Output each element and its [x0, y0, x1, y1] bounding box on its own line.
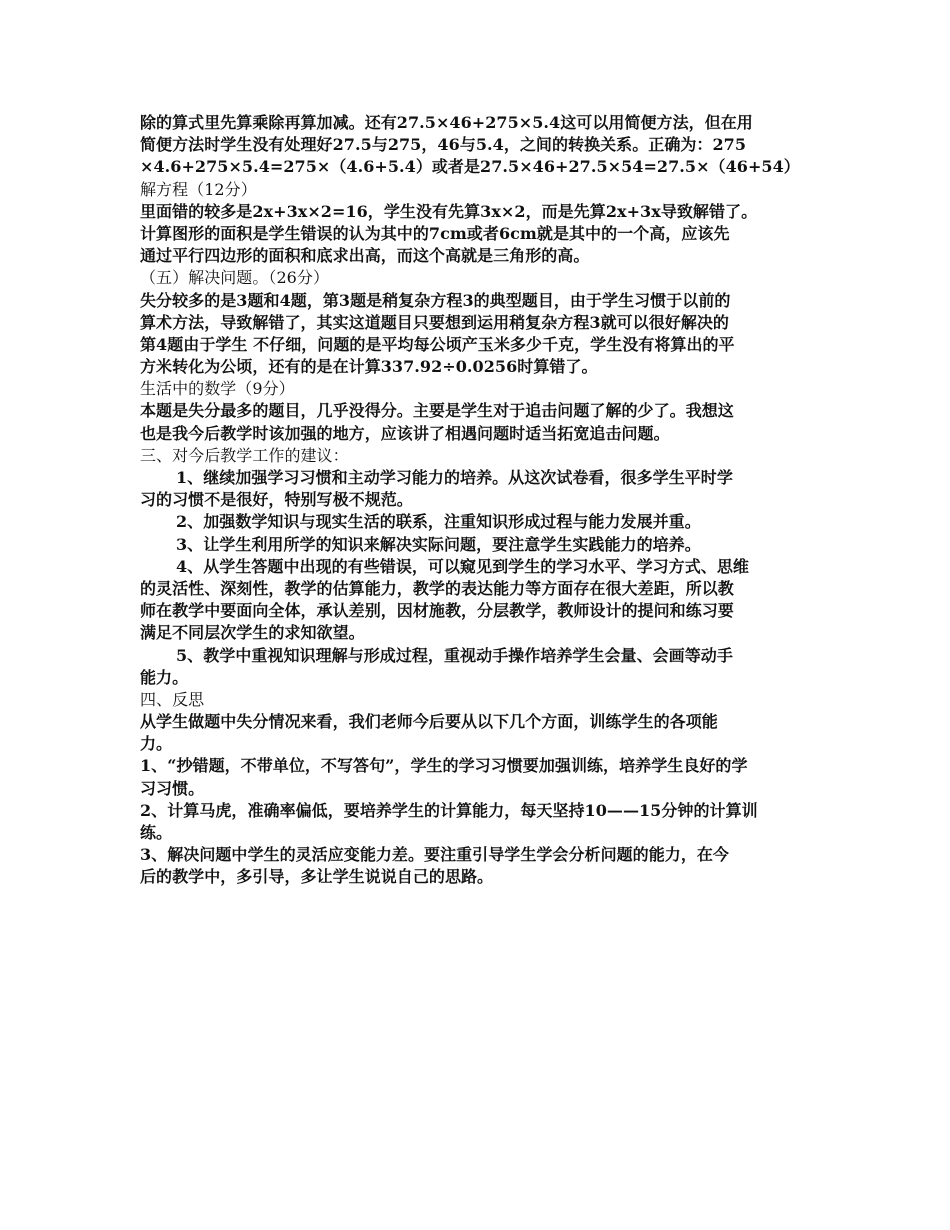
- reflection-item: 2、计算马虎，准确率偏低，要培养学生的计算能力，每天坚持10——15分钟的计算训: [140, 800, 758, 820]
- document-line: 从学生做题中失分情况来看，我们老师今后要从以下几个方面，训练学生的各项能: [140, 712, 718, 732]
- section-heading: 四、反思: [140, 689, 205, 709]
- document-line: 失分较多的是3题和4题，第3题是稍复杂方程3的典型题目，由于学生习惯于以前的: [140, 290, 731, 310]
- document-line: 第4题由于学生 不仔细，问题的是平均每公顷产玉米多少千克，学生没有将算出的平: [140, 334, 735, 354]
- document-line: 习的习惯不是很好，特别写极不规范。: [140, 490, 413, 510]
- document-line: 里面错的较多是2x+3x×2=16，学生没有先算3x×2，而是先算2x+3x导致解错了。: [140, 201, 758, 221]
- recommendation-item: 1、继续加强学习习惯和主动学习能力的培养。从这次试卷看，很多学生平时学: [176, 468, 733, 487]
- section-heading: （五）解决问题。（26分）: [140, 268, 330, 288]
- recommendation-item: 5、教学中重视知识理解与形成过程，重视动手操作培养学生会量、会画等动手: [176, 645, 733, 665]
- document-body: [140, 112, 812, 889]
- document-line: 力。: [140, 734, 173, 754]
- recommendation-item: 2、加强数学知识与现实生活的联系，注重知识形成过程与能力发展并重。: [176, 512, 701, 532]
- document-line: 方米转化为公顷，还有的是在计算337.92÷0.0256时算错了。: [140, 357, 598, 377]
- recommendation-item: 4、从学生答题中出现的有些错误，可以窥见到学生的学习水平、学习方式、思维: [176, 556, 749, 576]
- reflection-item: 1、“抄错题，不带单位，不写答句”，学生的学习习惯要加强训练，培养学生良好的学: [140, 756, 748, 776]
- section-heading: 解方程（12分）: [140, 179, 257, 199]
- document-line: 通过平行四边形的面积和底求出高，而这个高就是三角形的高。: [140, 246, 590, 266]
- document-line: 算术方法，导致解错了，其实这道题目只要想到运用稍复杂方程3就可以很好解决的: [140, 312, 729, 332]
- section-heading: 生活中的数学（9分）: [140, 379, 295, 399]
- document-line: 除的算式里先算乘除再算加减。还有27.5×46+275×5.4这可以用简便方法，但在用: [140, 113, 753, 132]
- reflection-item: 3、解决问题中学生的灵活应变能力差。要注重引导学生学会分析问题的能力，在今: [140, 845, 729, 865]
- document-line: 也是我今后教学时该加强的地方，应该讲了相遇问题时适当拓宽追击问题。: [140, 423, 670, 443]
- document-line: 师在教学中要面向全体，承认差别，因材施教，分层教学，教师设计的提问和练习要: [140, 601, 734, 621]
- document-line: 计算图形的面积是学生错误的认为其中的7cm或者6cm就是其中的一个高，应该先: [140, 223, 730, 243]
- document-line: 的灵活性、深刻性，教学的估算能力，教学的表达能力等方面存在很大差距，所以教: [140, 578, 734, 598]
- document-line: 满足不同层次学生的求知欲望。: [140, 623, 365, 643]
- document-line: 后的教学中，多引导，多让学生说说自己的思路。: [140, 867, 494, 887]
- document-line: 本题是失分最多的题目，几乎没得分。主要是学生对于追击问题了解的少了。我想这: [140, 401, 734, 421]
- document-line: ×4.6+275×5.4=275×（4.6+5.4）或者是27.5×46+27.5×54=27.5×（46+54）: [140, 157, 800, 177]
- document-line: 能力。: [140, 667, 189, 687]
- document-line: 习习惯。: [140, 778, 205, 798]
- document-line: 练。: [140, 823, 173, 842]
- section-heading: 三、对今后教学工作的建议：: [140, 445, 349, 465]
- recommendation-item: 3、让学生利用所学的知识来解决实际问题，要注意学生实践能力的培养。: [176, 534, 701, 554]
- document-line: 简便方法时学生没有处理好27.5与275，46与5.4，之间的转换关系。正确为：275: [140, 135, 747, 155]
